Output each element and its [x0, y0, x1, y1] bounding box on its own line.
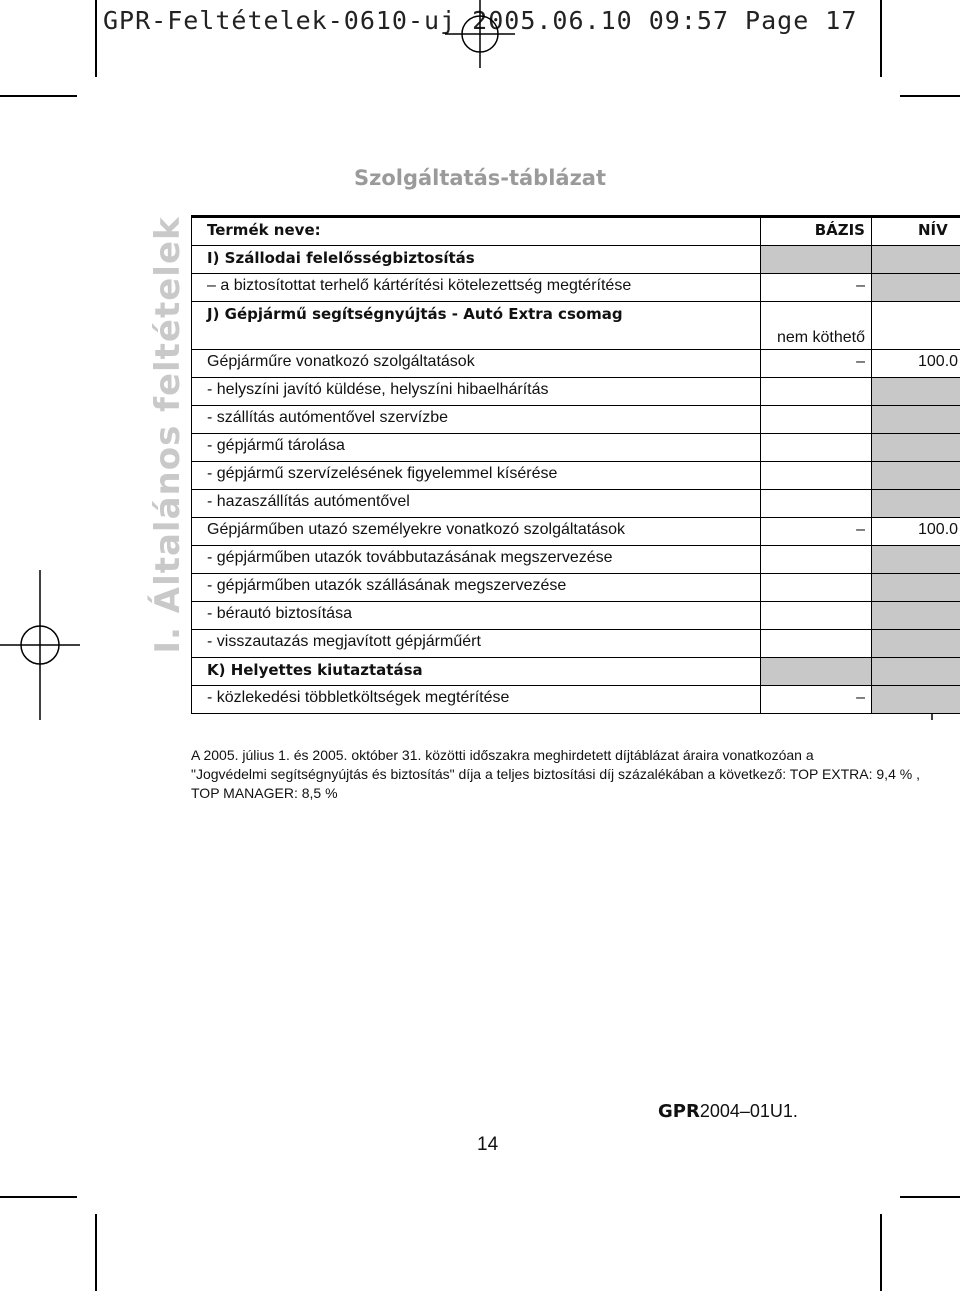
niv-cell [871, 630, 960, 657]
crop-mark [900, 95, 960, 97]
bazis-value: – [856, 521, 865, 538]
row-label: - szállítás autómentővel szervízbe [207, 409, 448, 426]
table-row [192, 602, 960, 630]
niv-cell [871, 406, 960, 433]
note-line: A 2005. július 1. és 2005. október 31. közötti időszakra meghirdetett díjtáblázat áraira vonatkozóan a [191, 747, 814, 763]
bazis-header: BÁZIS [814, 221, 865, 239]
bazis-cell [760, 406, 871, 433]
footer-code-rest: 2004–01U1. [699, 1101, 798, 1121]
table-row [192, 546, 960, 574]
niv-cell [871, 434, 960, 461]
crop-mark [0, 95, 77, 97]
niv-cell [871, 490, 960, 517]
table-row [192, 686, 960, 714]
bazis-cell [760, 246, 871, 273]
niv-cell [871, 574, 960, 601]
crop-mark [880, 0, 882, 77]
row-label: Gépjárműben utazó személyekre vonatkozó szolgáltatások [207, 521, 625, 538]
bazis-cell [760, 574, 871, 601]
niv-header-cell [871, 218, 960, 245]
niv-cell [871, 274, 960, 301]
bazis-value: – [856, 353, 865, 370]
row-label: - visszautazás megjavított gépjárműért [207, 633, 481, 650]
niv-cell [871, 462, 960, 489]
document-title: Szolgáltatás-táblázat [353, 166, 607, 190]
crop-mark [900, 1196, 960, 1198]
bazis-header-cell [760, 218, 871, 245]
niv-cell [871, 302, 960, 349]
bazis-cell [760, 518, 871, 545]
niv-cell [871, 378, 960, 405]
registration-mark-icon [445, 0, 515, 68]
bazis-value: – [856, 689, 865, 706]
table-row [192, 658, 960, 686]
table-row [192, 274, 960, 302]
table-row [192, 246, 960, 274]
bazis-cell [760, 630, 871, 657]
bazis-cell [760, 658, 871, 685]
row-label: Gépjárműre vonatkozó szolgáltatások [207, 353, 475, 370]
product-name-header: Termék neve: [207, 221, 321, 239]
crop-mark [0, 1196, 77, 1198]
row-label: - hazaszállítás autómentővel [207, 493, 410, 510]
bazis-cell [760, 434, 871, 461]
bazis-value: nem köthető [776, 329, 865, 346]
bazis-cell [760, 274, 871, 301]
bazis-cell [760, 378, 871, 405]
niv-cell [871, 546, 960, 573]
note-line: TOP MANAGER: 8,5 % [191, 785, 338, 801]
row-label: - gépjárműben utazók szállásának megszervezése [207, 577, 567, 594]
niv-value: 100.0 [918, 521, 959, 538]
bazis-cell [760, 686, 871, 713]
niv-cell [871, 518, 960, 545]
table-row [192, 462, 960, 490]
table-row [192, 302, 960, 350]
bazis-cell [760, 490, 871, 517]
row-label: - gépjárműben utazók továbbutazásának megszervezése [207, 549, 613, 566]
niv-cell [871, 686, 960, 713]
page-number: 14 [477, 1134, 499, 1155]
crop-mark [880, 1214, 882, 1291]
bazis-cell [760, 302, 871, 349]
crop-mark [95, 0, 97, 77]
row-label: - helyszíni javító küldése, helyszíni hibaelhárítás [207, 381, 549, 398]
table-row [192, 490, 960, 518]
row-label: - bérautó biztosítása [207, 605, 352, 622]
bazis-cell [760, 350, 871, 377]
bazis-cell [760, 462, 871, 489]
crop-mark [95, 1214, 97, 1291]
note-line: "Jogvédelmi segítségnyújtás és biztosítás" díja a teljes biztosítási díj százalékában a következő: TOP EXTRA: 9,4 % , [191, 766, 920, 782]
table-row [192, 518, 960, 546]
bazis-cell [760, 602, 871, 629]
table-row [192, 406, 960, 434]
row-label: - gépjármű szervízelésének figyelemmel kísérése [207, 465, 558, 482]
niv-cell [871, 350, 960, 377]
bazis-value: – [856, 277, 865, 294]
table-row [192, 378, 960, 406]
table-row [192, 434, 960, 462]
table-row [192, 574, 960, 602]
bazis-cell [760, 546, 871, 573]
row-label: K) Helyettes kiutaztatása [207, 661, 423, 679]
row-label: I) Szállodai felelősségbiztosítás [207, 249, 475, 267]
niv-cell [871, 246, 960, 273]
niv-header: NÍV [918, 221, 948, 239]
row-label: – a biztosítottat terhelő kártérítési kötelezettség megtérítése [207, 277, 632, 294]
footer-code-bold: GPR [658, 1101, 700, 1122]
niv-value: 100.0 [918, 353, 959, 370]
price-note [191, 746, 920, 803]
niv-cell [871, 602, 960, 629]
print-slug-line: GPR-Feltételek-0610-uj 2005.06.10 09:57 Page 17 [103, 6, 858, 35]
row-label: - közlekedési többletköltségek megtérítése [207, 689, 510, 706]
table-header-row [192, 218, 960, 246]
row-label: - gépjármű tárolása [207, 437, 345, 454]
service-table [191, 215, 960, 714]
table-row [192, 350, 960, 378]
footer-document-code [658, 1101, 798, 1122]
registration-mark-icon [0, 570, 80, 720]
table-row [192, 630, 960, 658]
section-side-title: I. Általános feltételek [148, 216, 188, 654]
niv-cell [871, 658, 960, 685]
row-label: J) Gépjármű segítségnyújtás - Autó Extra csomag [207, 305, 623, 323]
